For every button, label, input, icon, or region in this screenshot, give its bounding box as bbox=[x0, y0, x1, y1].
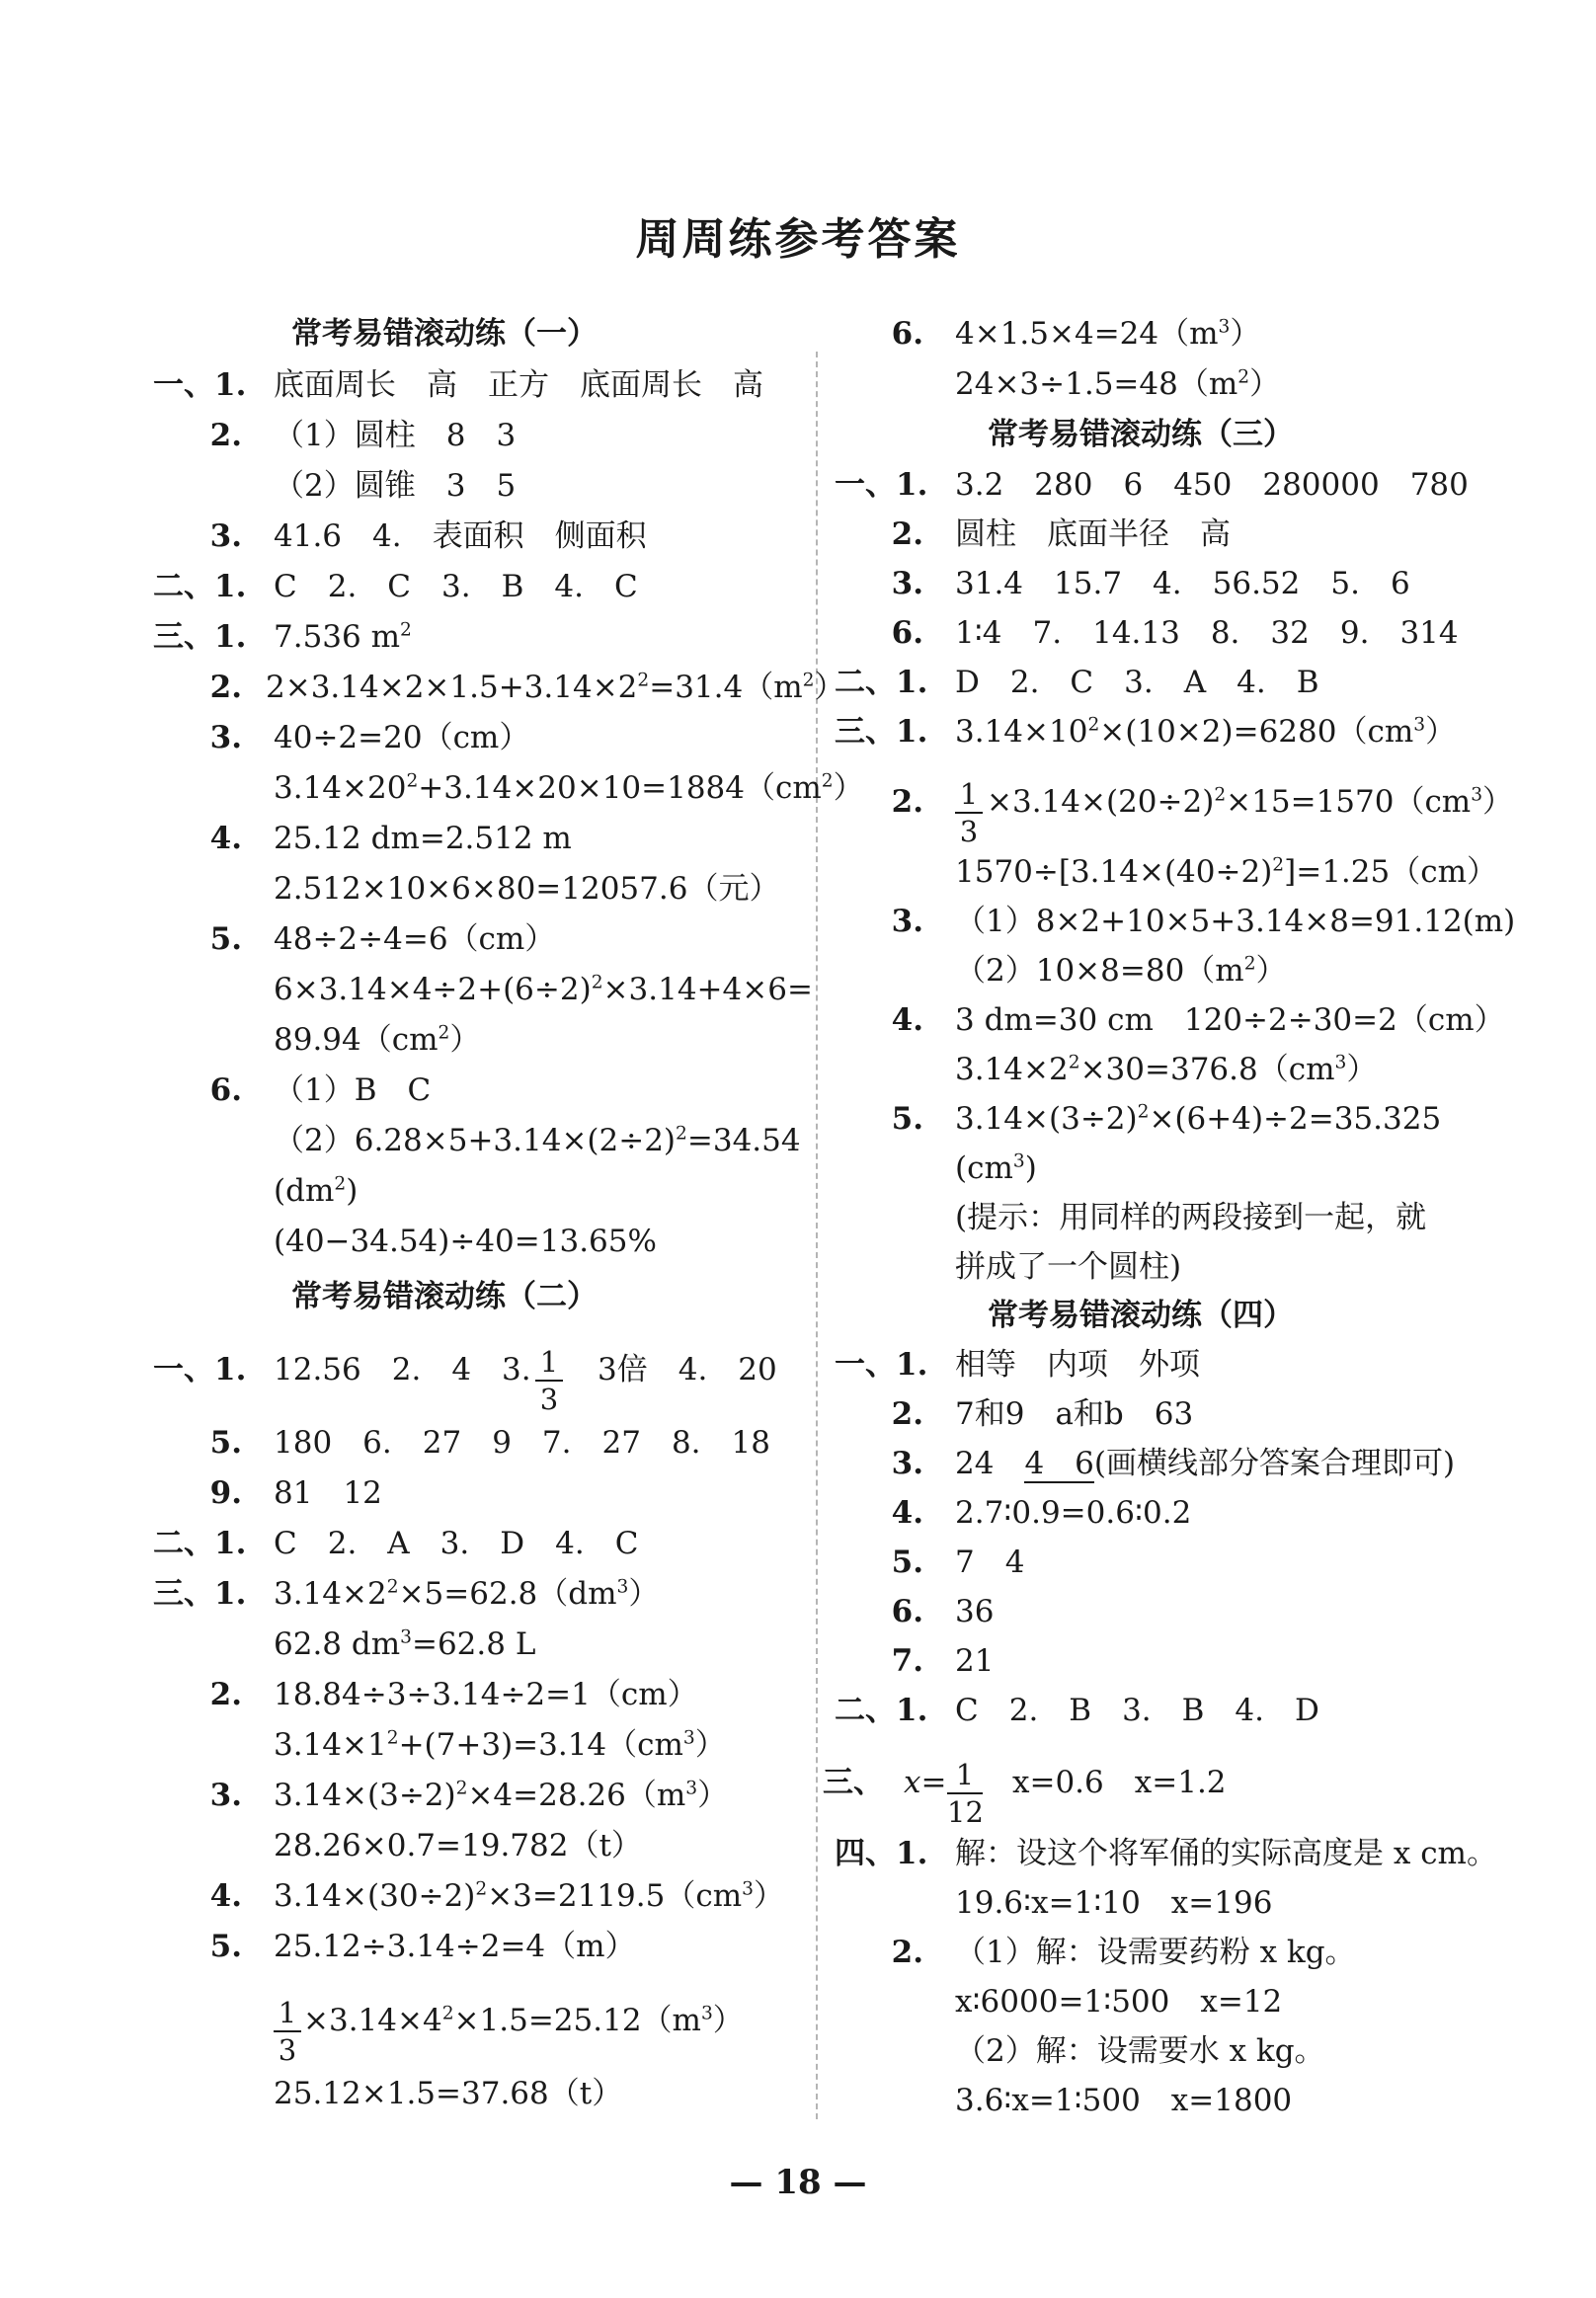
question-number: 7. bbox=[891, 1643, 923, 1679]
answer-text: $1570\div[3.14\times(40\div 2)^2]=1.25(cm)$ bbox=[955, 854, 1497, 890]
answer-text: 62.8 $dm^3=62.8$ L bbox=[274, 1626, 536, 1662]
answer-text: 180 6. 27 9 7. 27 8. 18 bbox=[274, 1425, 770, 1461]
answer-text: 2.7∶0.9=0.6∶0.2 bbox=[955, 1495, 1192, 1531]
question-number: 3. bbox=[209, 518, 242, 554]
question-number: 二、1. bbox=[153, 569, 247, 604]
answer-text: C 2. C 3. B 4. C bbox=[274, 569, 638, 604]
answer-line bbox=[274, 1121, 801, 1160]
question-number: 5. bbox=[891, 1101, 923, 1137]
answer-text: $\times 3.14\times(20\div 2)^2\times 15=1570(cm^3)$ bbox=[987, 784, 1514, 820]
answer-line bbox=[955, 2081, 1292, 2120]
question-number: 2. bbox=[891, 1396, 923, 1432]
answer-text: 3.6∶x=1∶500 x=1800 bbox=[955, 2083, 1293, 2118]
answer-text: （1）B C bbox=[274, 1072, 432, 1108]
question-number: 一、1. bbox=[835, 1347, 928, 1383]
answer-text: $24\times 3\div 1.5=48(m^2)$ bbox=[955, 366, 1281, 402]
answer-text: （1）解：设需要药粉 x kg。 bbox=[955, 1935, 1356, 1970]
answer-text: （1）8×2+10×5+3.14×8=91.12(m) bbox=[955, 904, 1516, 939]
answer-text: x= bbox=[904, 1765, 947, 1800]
fraction: $\frac{1}{3}$ bbox=[274, 1995, 301, 2068]
answer-text: (提示：用同样的两段接到一起，就 bbox=[955, 1200, 1427, 1235]
answer-text: 拼成了一个圆柱) bbox=[955, 1249, 1182, 1285]
answer-line bbox=[274, 1725, 726, 1765]
answer-text: 相等 内项 外项 bbox=[955, 1347, 1200, 1383]
question-number: 一、1. bbox=[835, 467, 928, 503]
answer-line bbox=[955, 1883, 1272, 1923]
answer-text: 底面周长 高 正方 底面周长 高 bbox=[274, 367, 763, 403]
answer-line bbox=[955, 951, 1287, 991]
answer-text: $3.14\times 20^2+3.14\times 20\times 10=1884(cm^2)$ bbox=[274, 770, 864, 806]
answer-text: $(2)10\times 8=80(m^2)$ bbox=[955, 953, 1287, 989]
question-number: 2. bbox=[209, 1677, 242, 1712]
fraction: $\frac{1}{12}$ bbox=[947, 1758, 984, 1829]
answer-text: 25.12×1.5=37.68（t） bbox=[274, 2076, 623, 2111]
answer-text: $89.94(cm^2)$ bbox=[274, 1022, 481, 1058]
question-number: 4. bbox=[891, 1002, 923, 1038]
answer-text: $3.14\times 2^2\times 5=62.8(dm^3)$ bbox=[274, 1576, 660, 1612]
answer-text: $3.14\times 2^2\times 30=376.8(cm^3)$ bbox=[955, 1052, 1378, 1087]
question-number: 2. bbox=[209, 418, 242, 453]
question-number: 3. bbox=[209, 720, 242, 755]
fraction: $\frac{1}{3}$ bbox=[535, 1344, 563, 1417]
answer-text: $3.14\times(3\div 2)^2\times(6+4)\div 2=35.325$ bbox=[955, 1101, 1442, 1137]
answer-text: $3.14\times 10^2\times(10\times 2)=6280(cm^3)$ bbox=[955, 714, 1457, 750]
page-title: 周周练参考答案 bbox=[635, 214, 961, 265]
answer-text: 48÷2÷4=6（cm） bbox=[274, 921, 556, 957]
answer-text: $3.14\times(30\div 2)^2\times 3=2119.5(cm^3)$ bbox=[274, 1878, 784, 1914]
answer-text: x=0.6 x=1.2 bbox=[1012, 1765, 1227, 1800]
answer-text: 41.6 4. 表面积 侧面积 bbox=[274, 518, 647, 554]
answer-line bbox=[955, 1050, 1377, 1089]
question-number: 6. bbox=[209, 1072, 242, 1108]
question-number: 2. bbox=[891, 784, 923, 820]
answer-text: $(2)6.28\times 5+3.14\times(2\div 2)^2=34.54$ bbox=[274, 1123, 801, 1158]
section-heading: 常考易错滚动练（三） bbox=[988, 417, 1294, 452]
question-number: 5. bbox=[209, 1425, 242, 1461]
answer-line bbox=[955, 2031, 1325, 2071]
answer-text: 25.12 dm=2.512 m bbox=[274, 821, 572, 856]
answer-text: x∶6000=1∶500 x=12 bbox=[955, 1984, 1283, 2020]
answer-text: 31.4 15.7 4. 56.52 5. 6 bbox=[955, 566, 1410, 601]
question-number: 5. bbox=[891, 1545, 923, 1580]
question-number: 3. bbox=[891, 1446, 923, 1481]
page-number: — 18 — bbox=[729, 2163, 867, 2202]
question-number: 二、1. bbox=[153, 1526, 247, 1561]
answer-text: 2.512×10×6×80=12057.6（元） bbox=[274, 871, 780, 907]
section-heading: 常考易错滚动练（二） bbox=[291, 1279, 598, 1314]
answer-line bbox=[955, 364, 1280, 404]
answer-line bbox=[274, 768, 864, 808]
question-number: 三、1. bbox=[153, 619, 247, 655]
fraction: $\frac{1}{3}$ bbox=[955, 776, 983, 849]
answer-text: $\times 3.14\times 4^2\times 1.5=25.12(m^3)$ bbox=[303, 2003, 744, 2038]
answer-text: 18.84÷3÷3.14÷2=1（cm） bbox=[274, 1677, 698, 1712]
answer-text: C 2. B 3. B 4. D bbox=[955, 1693, 1319, 1728]
question-number: 四、1. bbox=[835, 1836, 928, 1871]
question-number: 4. bbox=[209, 821, 242, 856]
question-number: 三、1. bbox=[153, 1576, 247, 1612]
question-number: 3. bbox=[891, 566, 923, 601]
answer-text: $2\times 3.14\times 2\times 1.5+3.14\times 2^2=31.4(m^2)$ bbox=[266, 670, 845, 705]
answer-text: $3.14\times(3\div 2)^2\times 4=28.26(m^3)$ bbox=[274, 1778, 729, 1813]
section-heading: 常考易错滚动练（四） bbox=[988, 1298, 1294, 1333]
answer-text: 3.2 280 6 450 280000 780 bbox=[955, 467, 1469, 503]
question-number: 6. bbox=[891, 316, 923, 352]
answer-line bbox=[274, 1826, 642, 1865]
answer-text: $3.14\times 1^2+(7+3)=3.14(cm^3)$ bbox=[274, 1727, 726, 1763]
question-number: 2. bbox=[209, 670, 242, 705]
question-number: 一、1. bbox=[153, 1352, 247, 1387]
answer-line bbox=[274, 1222, 657, 1261]
question-number: 2. bbox=[891, 1935, 923, 1970]
answer-line bbox=[955, 1198, 1426, 1237]
question-number: 3. bbox=[209, 1778, 242, 1813]
question-number: 4. bbox=[209, 1878, 242, 1914]
answer-text: $(cm^3)$ bbox=[955, 1150, 1037, 1186]
answer-line bbox=[955, 1247, 1181, 1287]
answer-text: （2）圆锥 3 5 bbox=[274, 468, 517, 504]
answer-text: 7和9 a和b 63 bbox=[955, 1396, 1194, 1432]
answer-line bbox=[274, 1624, 535, 1664]
answer-text: 36 bbox=[955, 1594, 995, 1629]
answer-text: $6\times 3.14\times 4\div 2+(6\div 2)^2\times 3.14+4\times 6=$ bbox=[274, 972, 813, 1007]
answer-text: 3 dm=30 cm 120÷2÷30=2（cm） bbox=[955, 1002, 1505, 1038]
answer-text: 1∶4 7. 14.13 8. 32 9. 314 bbox=[955, 615, 1459, 651]
answer-line bbox=[955, 1982, 1282, 2021]
answer-line bbox=[274, 2074, 622, 2113]
answer-text: $(dm^2)$ bbox=[274, 1173, 359, 1209]
answer-text: $4\times 1.5\times 4=24(m^3)$ bbox=[955, 316, 1261, 352]
answer-text: 3倍 4. 20 bbox=[598, 1352, 777, 1387]
answer-text: 81 12 bbox=[274, 1475, 382, 1511]
question-number: 5. bbox=[209, 1929, 242, 1964]
underlined-answer: 4 6 bbox=[1024, 1446, 1094, 1481]
question-number: 三、 bbox=[823, 1765, 884, 1800]
answer-text: 解：设这个将军俑的实际高度是 x cm。 bbox=[955, 1836, 1497, 1871]
answer-line bbox=[274, 1171, 358, 1211]
section-heading: 常考易错滚动练（一） bbox=[291, 316, 598, 352]
answer-line bbox=[274, 466, 516, 506]
answer-text: 24 4 6(画横线部分答案合理即可) bbox=[955, 1446, 1456, 1481]
answer-text: 21 bbox=[955, 1643, 995, 1679]
answer-text: (40−34.54)÷40=13.65% bbox=[274, 1224, 657, 1259]
answer-line bbox=[274, 970, 813, 1009]
question-number: 4. bbox=[891, 1495, 923, 1531]
answer-line bbox=[274, 1020, 480, 1060]
answer-line bbox=[955, 852, 1497, 892]
answer-text: 40÷2=20（cm） bbox=[274, 720, 530, 755]
answer-text: 7.536 $m^2$ bbox=[274, 619, 412, 655]
question-number: 9. bbox=[209, 1475, 242, 1511]
answer-line bbox=[274, 869, 779, 909]
answer-text: 7 4 bbox=[955, 1545, 1025, 1580]
question-number: 6. bbox=[891, 1594, 923, 1629]
answer-text: 25.12÷3.14÷2=4（m） bbox=[274, 1929, 636, 1964]
question-number: 3. bbox=[891, 904, 923, 939]
answer-text: D 2. C 3. A 4. B bbox=[955, 665, 1319, 700]
question-number: 二、1. bbox=[835, 1693, 928, 1728]
question-number: 三、1. bbox=[835, 714, 928, 750]
question-number: 2. bbox=[891, 516, 923, 552]
column-divider bbox=[816, 352, 818, 2119]
question-number: 一、1. bbox=[153, 367, 247, 403]
answer-text: 12.56 2. 4 3. bbox=[274, 1352, 531, 1387]
question-number: 5. bbox=[209, 921, 242, 957]
answer-text: 19.6∶x=1∶10 x=196 bbox=[955, 1885, 1273, 1921]
answer-text: 28.26×0.7=19.782（t） bbox=[274, 1828, 642, 1863]
answer-line bbox=[955, 1149, 1037, 1188]
question-number: 6. bbox=[891, 615, 923, 651]
answer-text: （1）圆柱 8 3 bbox=[274, 418, 517, 453]
answer-text: 圆柱 底面半径 高 bbox=[955, 516, 1231, 552]
answer-text: （2）解：设需要水 x kg。 bbox=[955, 2033, 1325, 2069]
question-number: 二、1. bbox=[835, 665, 928, 700]
answer-text: C 2. A 3. D 4. C bbox=[274, 1526, 639, 1561]
